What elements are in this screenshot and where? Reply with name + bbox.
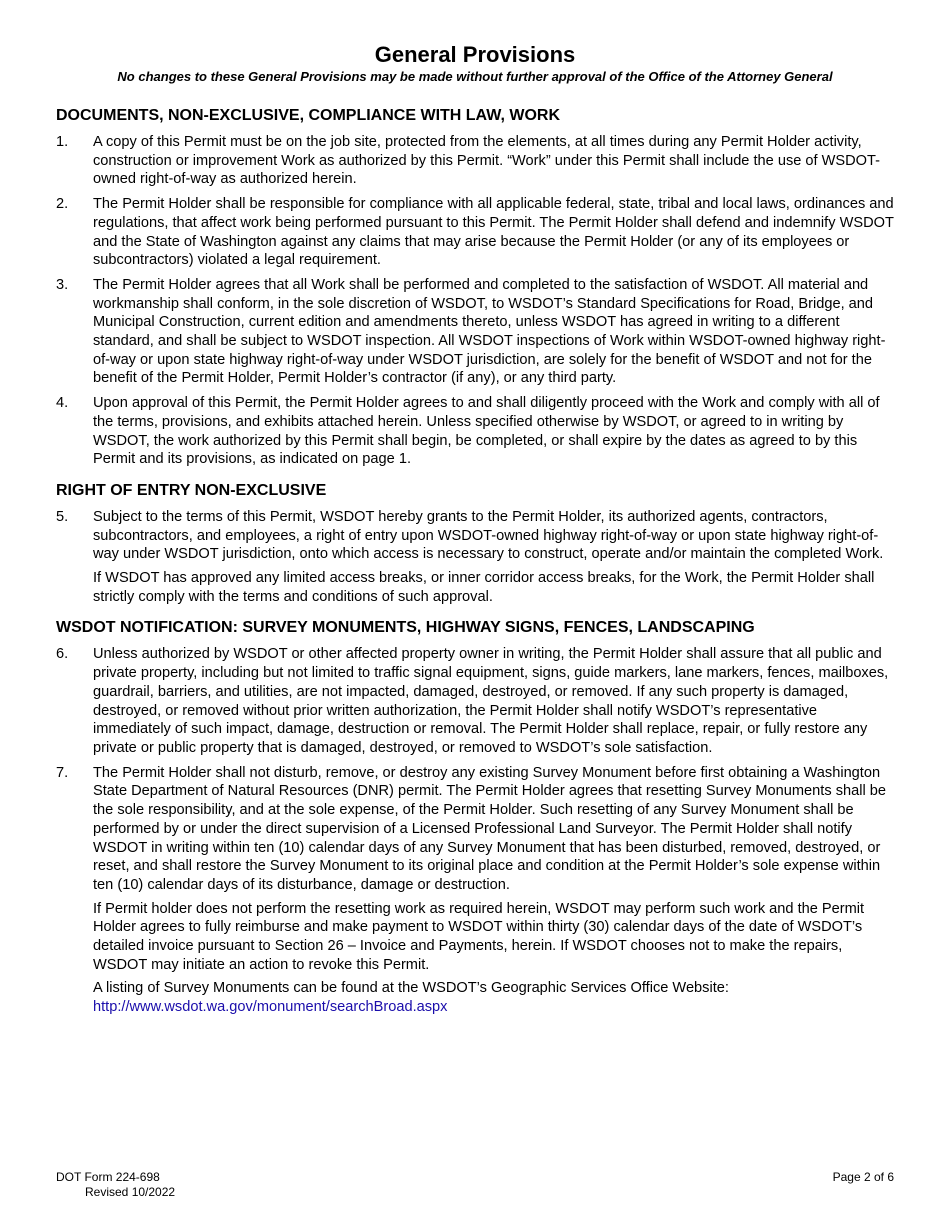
item-number: 5. xyxy=(56,508,69,525)
provision-item-2 xyxy=(56,195,896,270)
survey-monuments-link[interactable]: http://www.wsdot.wa.gov/monument/searchBroad.aspx xyxy=(93,999,448,1016)
item-paragraph: The Permit Holder shall not disturb, remove, or destroy any existing Survey Monument before first obtaining a Washington State Department of Natural Resources (DNR) permit. The Permit Holder agrees that resetting Survey Monuments shall be the sole responsibility, and at the sole expense, of the Permit Holder. Such resetting of any Survey Monument shall be performed by or under the direct supervision of a Licensed Professional Land Surveyor. The Permit Holder shall notify WSDOT in writing within ten (10) calendar days of any Survey Monument that has been disturbed, removed, destroyed, or reset, and shall restore the Survey Monument to its original place and condition at the Permit Holder’s sole expense within ten (10) calendar days of its disturbance, damage or destruction. xyxy=(93,764,886,893)
item-paragraph: If Permit holder does not perform the resetting work as required herein, WSDOT may perform such work and the Permit Holder agrees to fully reimburse and make payment to WSDOT within thirty (30) calendar days of the date of WSDOT’s detailed invoice pursuant to Section 26 – Invoice and Payments, herein. If WSDOT chooses not to make the repairs, WSDOT may initiate an action to revoke this Permit. xyxy=(93,900,865,973)
section-heading: RIGHT OF ENTRY NON-EXCLUSIVE xyxy=(56,481,327,499)
item-paragraph: A copy of this Permit must be on the job site, protected from the elements, at all times during any Permit Holder activity, construction or improvement Work as authorized by this Permit. “Work” under this Permit shall include the use of WSDOT-owned right-of-way as authorized herein. xyxy=(93,134,881,188)
item-paragraph: Subject to the terms of this Permit, WSDOT hereby grants to the Permit Holder, its authorized agents, contractors, subcontractors, and employees, a right of entry upon WSDOT-owned highway right-of-way or upon state highway right-of-way under WSDOT jurisdiction, onto which access is necessary to construct, operate and/or maintain the completed Work. xyxy=(93,508,884,563)
provision-item-4 xyxy=(56,394,896,469)
page-subtitle: No changes to these General Provisions may be made without further approval of the Office of the Attorney General xyxy=(117,69,833,84)
form-number: DOT Form 224-698 xyxy=(56,1170,160,1184)
section-right-of-entry xyxy=(56,481,896,607)
footer-form-info xyxy=(56,1170,175,1200)
section-wsdot-notification xyxy=(56,618,896,1016)
item-paragraph: The Permit Holder shall be responsible for compliance with all applicable federal, state, tribal and local laws, ordinances and regulations, that affect work being performed pursuant to this Permit. The Permit Holder shall defend and indemnify WSDOT and the State of Washington against any claims that may arise because the Permit Holder (or any of its employees or subcontractors) violated a legal requirement. xyxy=(93,196,894,269)
section-heading: WSDOT NOTIFICATION: SURVEY MONUMENTS, HIGHWAY SIGNS, FENCES, LANDSCAPING xyxy=(56,619,755,637)
provision-item-1 xyxy=(56,133,896,189)
item-paragraph: If WSDOT has approved any limited access breaks, or inner corridor access breaks, for the Work, the Permit Holder shall strictly comply with the terms and conditions of such approval. xyxy=(93,570,875,605)
item-number: 2. xyxy=(56,196,69,213)
section-documents xyxy=(56,106,896,469)
item-paragraph: Unless authorized by WSDOT or other affected property owner in writing, the Permit Holder shall assure that all public and private property, including but not limited to traffic signal equipment, signs, guide markers, lane markers, fences, mailboxes, guardrail, barriers, and utilities, are not impacted, damaged, destroyed, or removed. If any such property is damaged, destroyed, or removed without prior written authorization, the Permit Holder shall notify WSDOT’s representative immediately of such impact, damage, destruction or removal. The Permit Holder shall replace, repair, or fully restore any private or public property that is damaged, destroyed, or removed to WSDOT’s sole satisfaction. xyxy=(93,646,889,756)
section-heading: DOCUMENTS, NON-EXCLUSIVE, COMPLIANCE WITH LAW, WORK xyxy=(56,107,560,124)
item-number: 1. xyxy=(56,134,69,150)
item-number: 3. xyxy=(56,276,69,293)
item-paragraph: Upon approval of this Permit, the Permit Holder agrees to and shall diligently proceed with the Work and comply with all of the terms, provisions, and exhibits attached herein. Unless specified otherwise by WSDOT, or agreed to in writing by WSDOT, the work authorized by this Permit shall begin, be completed, or shall expire by the dates as agreed to by this Permit and its provisions, as indicated on page 1. xyxy=(93,395,880,468)
page-number: Page 2 of 6 xyxy=(832,1170,894,1184)
item-paragraph: A listing of Survey Monuments can be found at the WSDOT’s Geographic Services Office Website: xyxy=(93,980,729,997)
item-number: 6. xyxy=(56,646,69,663)
revision-date: Revised 10/2022 xyxy=(85,1185,176,1199)
provision-item-3 xyxy=(56,276,896,388)
item-number: 7. xyxy=(56,764,69,781)
page-title: General Provisions xyxy=(374,42,576,67)
item-paragraph: The Permit Holder agrees that all Work shall be performed and completed to the satisfaction of WSDOT. All material and workmanship shall conform, in the sole discretion of WSDOT, to WSDOT’s Standard Specifications for Road, Bridge, and Municipal Construction, current edition and amendments thereto, unless WSDOT has agreed in writing to a different standard, and shall be subject to WSDOT inspection. All WSDOT inspections of Work within WSDOT-owned highway right-of-way or upon state highway right-of-way under WSDOT jurisdiction, are solely for the benefit of WSDOT and not for the benefit of the Permit Holder, Permit Holder’s contractor (if any), or any third party. xyxy=(93,276,886,387)
provision-item-7 xyxy=(56,764,896,1017)
document-body xyxy=(56,106,896,1029)
provision-item-6 xyxy=(56,645,896,757)
item-number: 4. xyxy=(56,395,69,412)
provision-item-5 xyxy=(56,508,896,607)
